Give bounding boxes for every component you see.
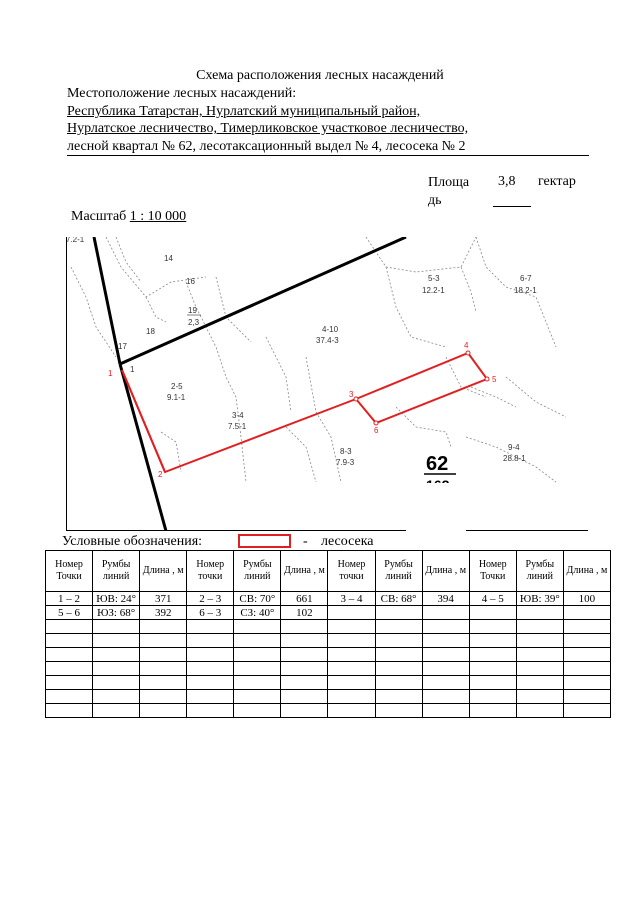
table-cell bbox=[140, 648, 187, 662]
corner-label: 7.2-1 bbox=[66, 237, 85, 244]
table-cell bbox=[328, 606, 375, 620]
parcel-8-3: 8-3 bbox=[340, 447, 352, 456]
table-cell bbox=[187, 662, 234, 676]
cut-line-1-2 bbox=[122, 370, 165, 472]
table-cell bbox=[375, 676, 422, 690]
table-cell: ЮЗ: 68° bbox=[93, 606, 140, 620]
table-cell bbox=[93, 634, 140, 648]
table-cell bbox=[516, 704, 563, 718]
table-cell bbox=[469, 634, 516, 648]
table-cell bbox=[93, 690, 140, 704]
line-point-label: 1 bbox=[130, 365, 135, 374]
table-cell bbox=[422, 676, 469, 690]
table-cell bbox=[187, 704, 234, 718]
header-rule bbox=[67, 155, 589, 156]
table-cell: 394 bbox=[422, 592, 469, 606]
table-cell bbox=[140, 676, 187, 690]
parcel-16: 16 bbox=[186, 277, 195, 286]
table-cell bbox=[234, 620, 281, 634]
forest-map bbox=[66, 237, 588, 531]
parcel-4-10: 4-10 bbox=[322, 325, 339, 334]
table-cell bbox=[187, 634, 234, 648]
point-label-6: 6 bbox=[374, 426, 379, 435]
table-cell bbox=[469, 648, 516, 662]
table-cell bbox=[563, 606, 610, 620]
table-cell bbox=[516, 606, 563, 620]
table-cell: 5 – 6 bbox=[46, 606, 93, 620]
parcel-18: 18 bbox=[146, 327, 155, 336]
table-cell bbox=[375, 634, 422, 648]
area-unit: гектар bbox=[538, 174, 576, 189]
area-label: Площадь bbox=[428, 175, 470, 208]
table-row bbox=[46, 690, 611, 704]
table-cell: СВ: 68° bbox=[375, 592, 422, 606]
parcel-boundaries bbox=[71, 237, 566, 482]
table-cell bbox=[46, 662, 93, 676]
table-cell bbox=[234, 634, 281, 648]
table-cell bbox=[328, 662, 375, 676]
parcel-5-3-sub: 12.2-1 bbox=[422, 286, 445, 295]
table-cell bbox=[328, 620, 375, 634]
table-cell bbox=[375, 606, 422, 620]
table-cell bbox=[281, 634, 328, 648]
bearings-table bbox=[45, 550, 611, 718]
table-cell bbox=[93, 704, 140, 718]
point-label-4: 4 bbox=[464, 341, 469, 350]
table-cell bbox=[328, 634, 375, 648]
parcel-2-5: 2-5 bbox=[171, 382, 183, 391]
table-cell bbox=[469, 606, 516, 620]
table-header-row bbox=[46, 551, 611, 592]
table-cell bbox=[234, 676, 281, 690]
table-cell bbox=[563, 662, 610, 676]
document-title: Схема расположения лесных насаждений bbox=[196, 68, 444, 83]
table-cell bbox=[46, 704, 93, 718]
table-cell bbox=[46, 690, 93, 704]
table-cell bbox=[328, 690, 375, 704]
parcel-3-4-sub: 7.5-1 bbox=[228, 422, 247, 431]
table-cell bbox=[281, 704, 328, 718]
table-cell bbox=[234, 690, 281, 704]
header-cell: Румбы линий bbox=[93, 551, 140, 592]
table-cell bbox=[563, 704, 610, 718]
scale bbox=[71, 209, 186, 225]
header-cell: Румбы линий bbox=[516, 551, 563, 592]
header-cell: Номер Точки bbox=[469, 551, 516, 592]
table-cell bbox=[563, 634, 610, 648]
legend-text: лесосека bbox=[321, 534, 374, 549]
quarter-number: 62 bbox=[426, 453, 449, 475]
table-cell bbox=[281, 648, 328, 662]
table-cell bbox=[93, 676, 140, 690]
parcel-2-5-sub: 9.1-1 bbox=[167, 393, 186, 402]
table-cell bbox=[187, 690, 234, 704]
header-cell: Номер точки bbox=[328, 551, 375, 592]
table-row bbox=[46, 634, 611, 648]
table-cell bbox=[422, 704, 469, 718]
parcel-9-4-sub: 28.8-1 bbox=[503, 454, 526, 463]
table-cell: 1 – 2 bbox=[46, 592, 93, 606]
quarter-boundary-lower bbox=[120, 364, 166, 531]
table-cell bbox=[422, 606, 469, 620]
table-cell bbox=[375, 648, 422, 662]
table-cell bbox=[422, 634, 469, 648]
area-underline bbox=[493, 206, 531, 207]
table-cell: 102 bbox=[281, 606, 328, 620]
table-cell bbox=[140, 662, 187, 676]
legend-swatch bbox=[238, 534, 291, 548]
table-cell bbox=[563, 620, 610, 634]
table-cell bbox=[234, 648, 281, 662]
point-label-5: 5 bbox=[492, 375, 497, 384]
table-cell bbox=[328, 648, 375, 662]
table-cell: 6 – 3 bbox=[187, 606, 234, 620]
table-row bbox=[46, 620, 611, 634]
header-cell: Румбы линий bbox=[234, 551, 281, 592]
header-cell: Длина , м bbox=[140, 551, 187, 592]
table-cell bbox=[422, 662, 469, 676]
table-cell bbox=[46, 620, 93, 634]
table-cell bbox=[469, 620, 516, 634]
table-row bbox=[46, 676, 611, 690]
table-cell: 392 bbox=[140, 606, 187, 620]
table-cell bbox=[563, 690, 610, 704]
table-cell bbox=[93, 662, 140, 676]
location-line-1: Республика Татарстан, Нурлатский муниципальный район, bbox=[67, 104, 421, 119]
table-cell: СВ: 70° bbox=[234, 592, 281, 606]
table-cell bbox=[93, 648, 140, 662]
parcel-19-sub: 2,3 bbox=[188, 318, 200, 327]
table-cell: ЮВ: 24° bbox=[93, 592, 140, 606]
table-cell: 3 – 4 bbox=[328, 592, 375, 606]
table-cell bbox=[281, 620, 328, 634]
scale-value: 1 : 10 000 bbox=[129, 209, 187, 224]
table-cell bbox=[234, 662, 281, 676]
table-cell bbox=[469, 704, 516, 718]
point-markers bbox=[354, 351, 489, 425]
table-cell: 2 – 3 bbox=[187, 592, 234, 606]
parcel-6-7: 6-7 bbox=[520, 274, 532, 283]
table-cell bbox=[516, 648, 563, 662]
parcel-8-3-sub: 7.9-3 bbox=[336, 458, 355, 467]
location-line-2: Нурлатское лесничество, Тимерликовское участковое лесничество, bbox=[67, 121, 469, 136]
table-cell bbox=[140, 634, 187, 648]
parcel-9-4: 9-4 bbox=[508, 443, 520, 452]
point-label-3: 3 bbox=[349, 390, 354, 399]
header-cell: Длина , м bbox=[563, 551, 610, 592]
table-cell: СЗ: 40° bbox=[234, 606, 281, 620]
table-cell bbox=[187, 676, 234, 690]
table-cell bbox=[281, 690, 328, 704]
table-cell bbox=[187, 648, 234, 662]
table-cell bbox=[422, 648, 469, 662]
table-cell bbox=[563, 676, 610, 690]
point-label-2: 2 bbox=[158, 470, 163, 479]
table-cell bbox=[375, 662, 422, 676]
parcel-17: 17 bbox=[118, 342, 127, 351]
table-cell bbox=[234, 704, 281, 718]
table-cell bbox=[140, 690, 187, 704]
point-label-1: 1 bbox=[108, 369, 113, 378]
legend-label: Условные обозначения: bbox=[62, 534, 203, 549]
table-cell bbox=[140, 620, 187, 634]
table-cell bbox=[281, 676, 328, 690]
table-row bbox=[46, 704, 611, 718]
quarter-boundary-left bbox=[94, 237, 120, 364]
table-cell bbox=[422, 620, 469, 634]
table-cell bbox=[516, 634, 563, 648]
table-cell: 4 – 5 bbox=[469, 592, 516, 606]
table-cell bbox=[328, 704, 375, 718]
table-cell bbox=[516, 690, 563, 704]
table-cell bbox=[140, 704, 187, 718]
header-cell: Номер точки bbox=[187, 551, 234, 592]
table-cell bbox=[422, 690, 469, 704]
parcel-6-7-sub: 18.2-1 bbox=[514, 286, 537, 295]
table-cell bbox=[46, 648, 93, 662]
table-row bbox=[46, 662, 611, 676]
table-cell: 371 bbox=[140, 592, 187, 606]
parcel-5-3: 5-3 bbox=[428, 274, 440, 283]
table-cell bbox=[93, 620, 140, 634]
table-row bbox=[46, 592, 611, 606]
table-cell bbox=[328, 676, 375, 690]
header-cell: Длина , м bbox=[281, 551, 328, 592]
table-cell: 661 bbox=[281, 592, 328, 606]
header-cell: Длина , м bbox=[422, 551, 469, 592]
table-cell bbox=[46, 634, 93, 648]
table-cell bbox=[375, 620, 422, 634]
parcel-19: 19 bbox=[188, 306, 197, 315]
area-value: 3,8 bbox=[498, 174, 516, 189]
table-cell bbox=[375, 704, 422, 718]
table-cell bbox=[187, 620, 234, 634]
parcel-3-4: 3-4 bbox=[232, 411, 244, 420]
header-cell: Румбы линий bbox=[375, 551, 422, 592]
scale-label: Масштаб bbox=[71, 209, 127, 224]
parcel-4-10-sub: 37.4-3 bbox=[316, 336, 339, 345]
table-cell bbox=[46, 676, 93, 690]
header-cell: Номер Точки bbox=[46, 551, 93, 592]
table-cell bbox=[469, 690, 516, 704]
table-cell bbox=[516, 620, 563, 634]
table-cell: 100 bbox=[563, 592, 610, 606]
table-cell bbox=[469, 676, 516, 690]
table-cell bbox=[563, 648, 610, 662]
table-cell bbox=[469, 662, 516, 676]
table-body bbox=[46, 592, 611, 718]
table-cell bbox=[516, 676, 563, 690]
legend-dash: - bbox=[303, 534, 308, 549]
table-row bbox=[46, 648, 611, 662]
table-cell: ЮВ: 39° bbox=[516, 592, 563, 606]
parcel-14: 14 bbox=[164, 254, 173, 263]
quarter-boundary-top bbox=[120, 237, 406, 364]
table-row bbox=[46, 606, 611, 620]
table-cell bbox=[375, 690, 422, 704]
location-line-3: лесной квартал № 62, лесотаксационный выдел № 4, лесосека № 2 bbox=[67, 139, 466, 154]
table-cell bbox=[516, 662, 563, 676]
table-cell bbox=[281, 662, 328, 676]
location-label: Местоположение лесных насаждений: bbox=[67, 86, 297, 101]
